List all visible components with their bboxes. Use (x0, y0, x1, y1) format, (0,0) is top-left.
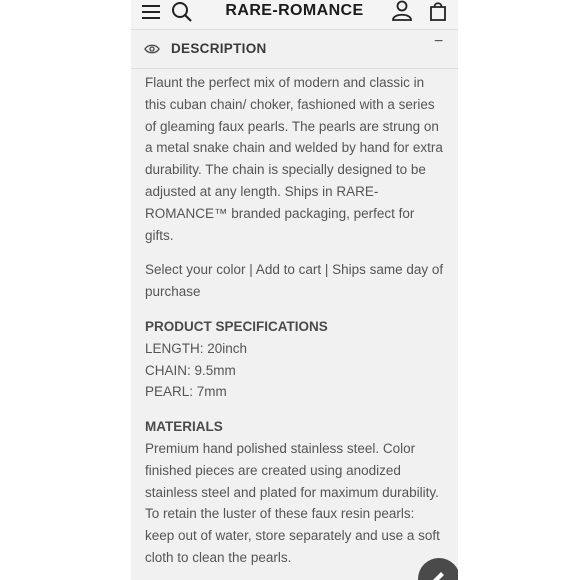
description-content (145, 72, 445, 569)
top-navigation-bar (131, 0, 458, 30)
materials-heading: MATERIALS (145, 419, 223, 435)
purchase-note: Select your color | Add to cart | Ships same day of purchase (145, 262, 444, 300)
edit-pencil-icon (429, 569, 447, 580)
description-accordion-header[interactable] (131, 30, 458, 69)
description-title: DESCRIPTION (171, 41, 267, 56)
spec-length: LENGTH: 20inch (145, 340, 248, 356)
brand-logo[interactable]: RARE-ROMANCE (225, 2, 364, 19)
spec-pearl: PEARL: 7mm (145, 384, 227, 400)
specifications-heading: PRODUCT SPECIFICATIONS (145, 318, 328, 334)
user-account-icon[interactable] (391, 0, 413, 22)
hamburger-menu-icon[interactable] (141, 3, 161, 21)
materials-text: Premium hand polished stainless steel. Color finished pieces are created using anodized stainless steel and plated for maximum durability. To retain the luster of these faux resin pearls: keep out of water, store separately and use a soft cloth to clean the pearls. (145, 440, 440, 565)
eye-icon (144, 43, 160, 55)
description-body: Flaunt the perfect mix of modern and classic in this cuban chain/ choker, fashioned with a series of gleaming faux pearls. The pearls are strung on a metal snake chain and welded by hand for extra durability. The chain is specially designed to be adjusted at any length. Ships in RARE-ROMANCE™ branded packaging, perfect for gifts. (145, 75, 443, 243)
shopping-bag-icon[interactable] (428, 0, 448, 22)
search-icon[interactable] (171, 1, 193, 23)
spec-chain: CHAIN: 9.5mm (145, 362, 236, 378)
mobile-page (131, 0, 458, 580)
collapse-toggle[interactable]: − (434, 33, 444, 50)
